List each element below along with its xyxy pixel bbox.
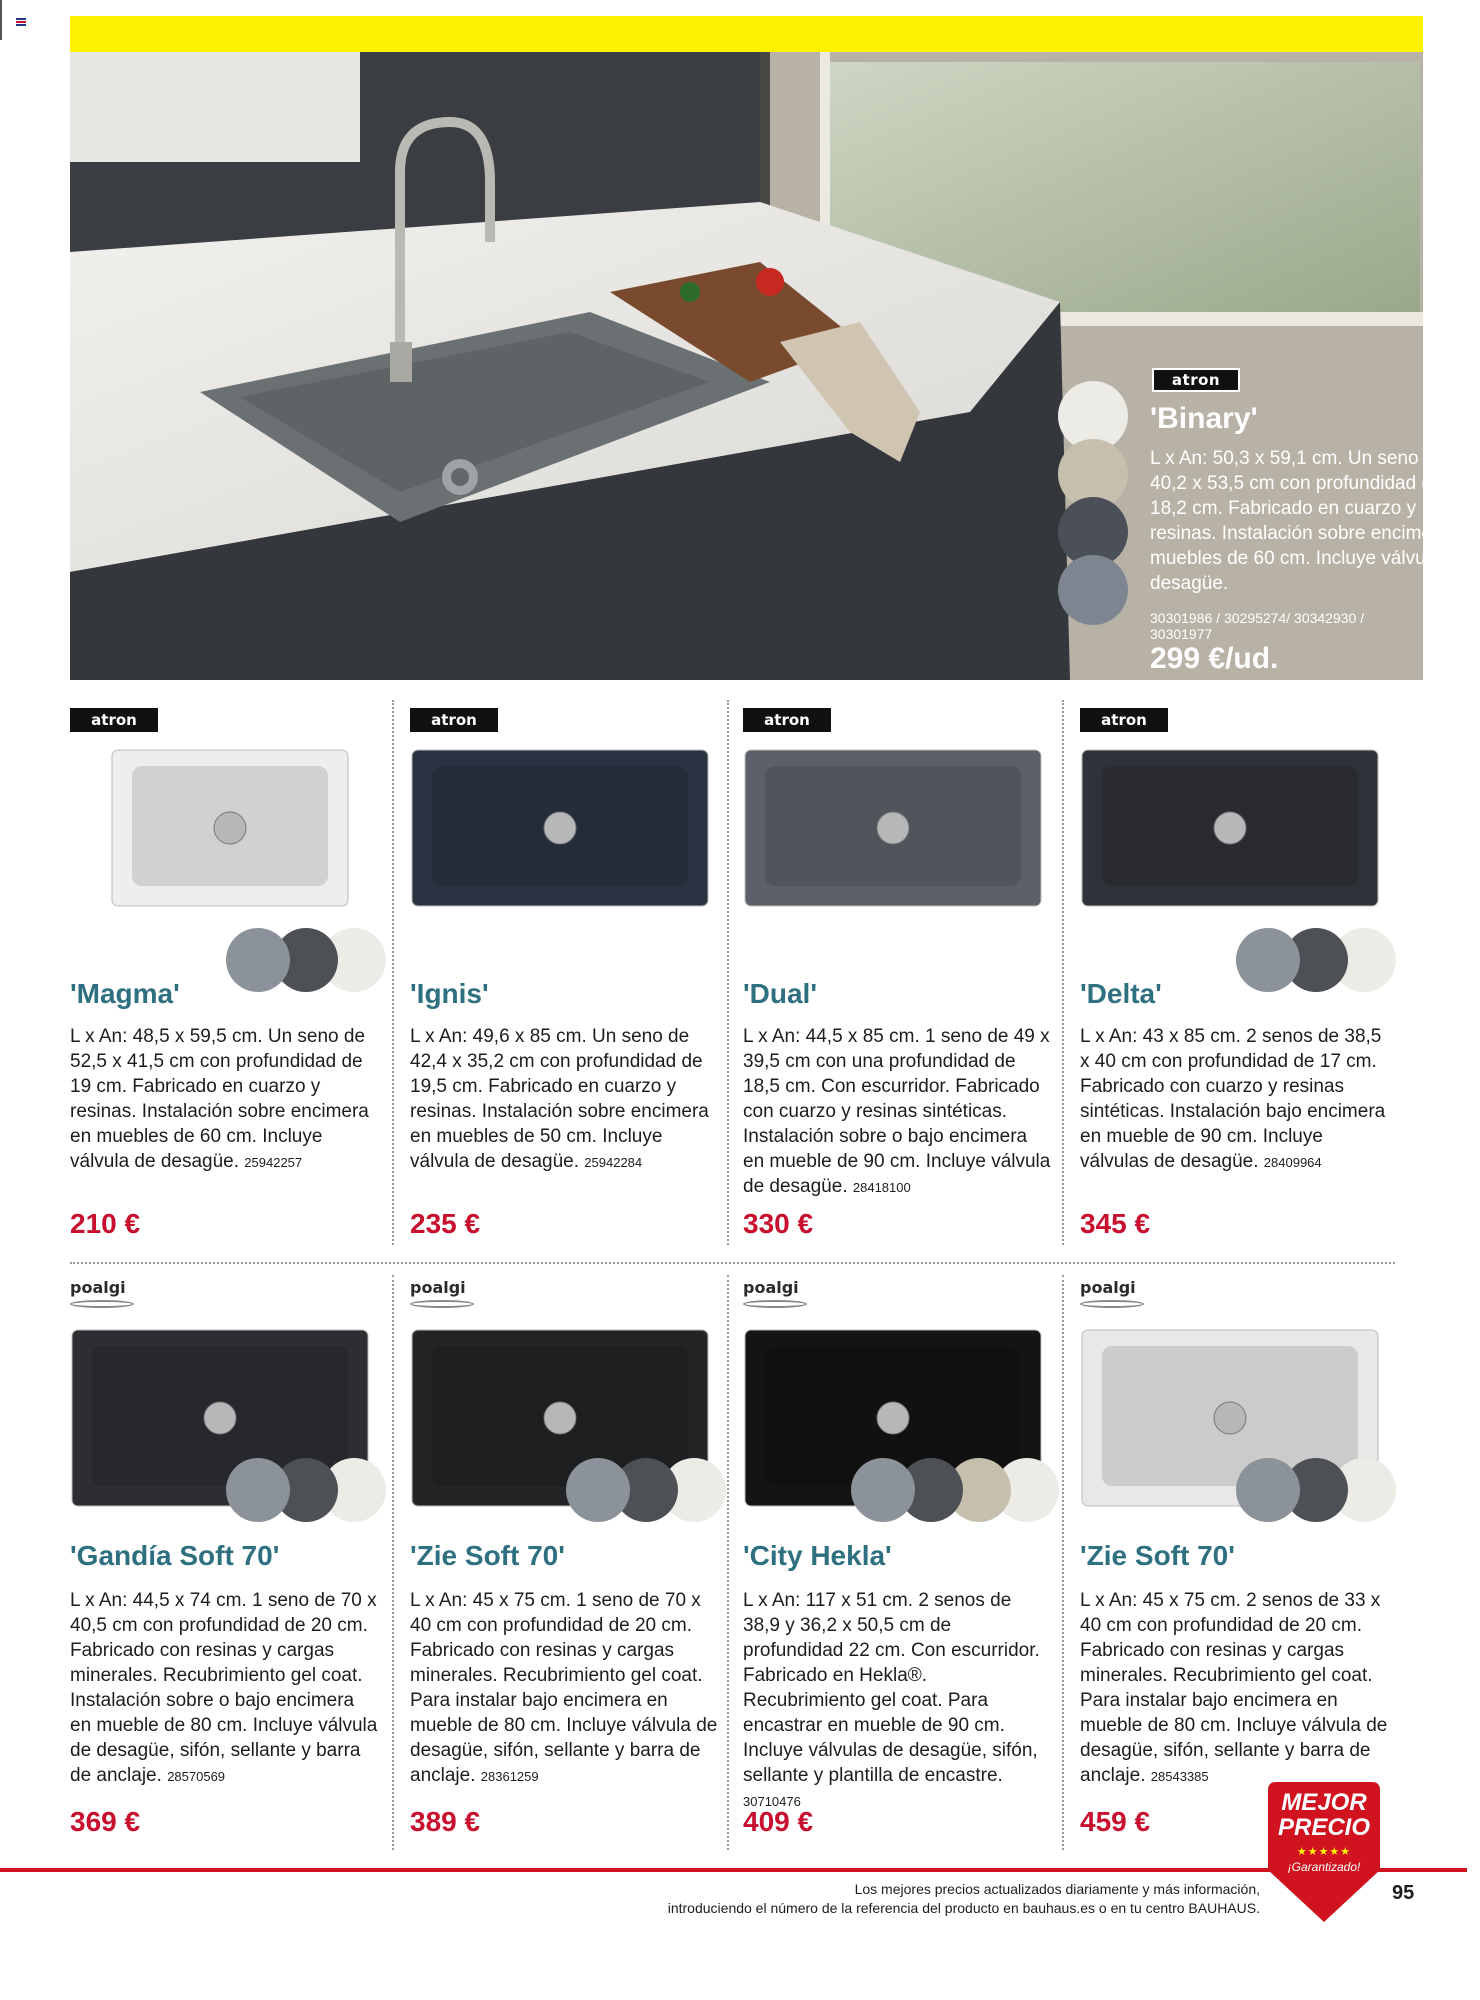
product-description-text: L x An: 45 x 75 cm. 1 seno de 70 x 40 cm con profundidad de 20 cm. Fabricado con resinas y cargas minerales. Recubrimiento gel coat. Para instalar bajo encimera en mueble de 80 cm. Incluye válvula de desagüe, sifón, sellante y barra de anclaje. [410,1590,718,1786]
column-divider [392,700,394,1245]
hero-product-title: 'Binary' [1150,402,1258,435]
page-number: 95 [1392,1882,1415,1904]
badge-line-1: MEJOR [1281,1789,1367,1816]
product-name: 'Dual' [743,978,817,1009]
hero-banner [70,16,1476,680]
product-reference: 25942257 [244,1155,303,1170]
column-divider [392,1275,394,1850]
product-card [70,1278,380,1858]
color-swatch [1236,1458,1300,1522]
color-swatch [1236,928,1300,992]
page-edge-mark [0,0,2,40]
atron-brand-logo: atron [743,708,831,732]
footer-note [540,1880,1260,1918]
flag-icon [16,18,26,26]
column-divider [727,1275,729,1850]
color-swatch [566,1458,630,1522]
poalgi-logo-mark [70,1300,134,1308]
product-reference: 28418100 [852,1180,911,1195]
footer-rule [0,1868,1467,1872]
poalgi-logo-mark [743,1300,807,1308]
poalgi-brand-logo: poalgi [743,1278,799,1297]
hero-product-description: L x An: 50,3 x 59,1 cm. Un seno de 40,2 x 53,5 cm con profundidad de 18,2 cm. Fabricado en cuarzo y resinas. Instalación sobre encimera en muebles de 60 cm. Incluye válvula de desagüe. [1150,448,1476,594]
product-name: 'City Hekla' [743,1540,892,1571]
hero-color-swatch [1058,555,1128,625]
product-price: 235 € [410,1208,481,1239]
product-reference: 30710476 [743,1794,801,1809]
badge-guarantee: ¡Garantizado! [1287,1860,1361,1874]
product-name: 'Delta' [1080,978,1162,1009]
atron-brand-logo: atron [70,708,158,732]
poalgi-brand-logo: poalgi [70,1278,126,1297]
product-description [410,1024,720,1175]
column-divider [1062,700,1064,1245]
sink-product-image [110,748,350,908]
product-description-text: L x An: 49,6 x 85 cm. Un seno de 42,4 x 35,2 cm con profundidad de 19,5 cm. Fabricado en cuarzo y resinas. Instalación sobre encimera en muebles de 50 cm. Incluye válvula de desagüe. [410,1026,709,1172]
product-card [1080,708,1390,1288]
product-price: 330 € [743,1208,814,1239]
color-swatch [226,928,290,992]
atron-brand-logo: atron [1152,368,1240,392]
product-reference: 28361259 [480,1769,539,1784]
product-description-text: L x An: 117 x 51 cm. 2 senos de 38,9 y 36,2 x 50,5 cm de profundidad 22 cm. Con escurridor. Fabricado en Hekla®. Recubrimiento gel coat. Para encastrar en mueble de 90 cm. Incluye válvulas de desagüe, sifón, sellante y plantilla de encastre. [743,1590,1040,1786]
hero-yellow-band [70,16,1423,52]
poalgi-logo-mark [410,1300,474,1308]
product-reference: 28543385 [1150,1769,1209,1784]
product-price: 459 € [1080,1806,1151,1837]
sink-product-image [1080,748,1380,908]
product-name: 'Gandía Soft 70' [70,1540,280,1571]
sink-product-image [743,748,1043,908]
atron-brand-logo: atron [1080,708,1168,732]
product-reference: 28409964 [1263,1155,1322,1170]
footer-note-line-1: Los mejores precios actualizados diariamente y más información, [854,1881,1260,1897]
product-description-text: L x An: 44,5 x 85 cm. 1 seno de 49 x 39,5 cm con una profundidad de 18,5 cm. Con escurridor. Fabricado con cuarzo y resinas sintéticas. Instalación sobre o bajo encimera en mueble de 90 cm. Incluye válvula de desagüe. [743,1026,1051,1197]
color-swatch [851,1458,915,1522]
product-name: 'Zie Soft 70' [410,1540,565,1571]
product-description-text: L x An: 45 x 75 cm. 2 senos de 33 x 40 cm con profundidad de 20 cm. Fabricado con resinas y cargas minerales. Recubrimiento gel coat. Para instalar bajo encimera en mueble de 80 cm. Incluye válvula de desagüe, sifón, sellante y barra de anclaje. [1080,1590,1388,1786]
poalgi-brand-logo: poalgi [410,1278,466,1297]
best-price-badge-text [1268,1790,1380,1840]
product-card [410,708,720,1288]
poalgi-brand-logo: poalgi [1080,1278,1136,1297]
product-reference: 28570569 [167,1769,226,1784]
product-reference: 25942284 [584,1155,643,1170]
product-card [410,1278,720,1858]
poalgi-logo-mark [1080,1300,1144,1308]
badge-stars: ★★★★★ [1296,1846,1352,1858]
product-name: 'Magma' [70,978,180,1009]
sink-product-image [410,748,710,908]
product-description-text: L x An: 43 x 85 cm. 2 senos de 38,5 x 40 cm con profundidad de 17 cm. Fabricado con cuarzo y resinas sintéticas. Instalación bajo encimera en mueble de 90 cm. Incluye válvulas de desagüe. [1080,1026,1386,1172]
product-description [70,1024,380,1175]
atron-brand-logo: atron [410,708,498,732]
product-card [743,1278,1053,1858]
product-price: 369 € [70,1806,141,1837]
product-name: 'Ignis' [410,978,489,1009]
product-description [70,1588,380,1789]
product-name: 'Zie Soft 70' [1080,1540,1235,1571]
column-divider [1062,1275,1064,1850]
badge-line-2: PRECIO [1277,1814,1370,1841]
product-price: 409 € [743,1806,814,1837]
product-card [1080,1278,1390,1858]
product-price: 210 € [70,1208,141,1239]
color-swatch [226,1458,290,1522]
product-description-text: L x An: 44,5 x 74 cm. 1 seno de 70 x 40,5 cm con profundidad de 20 cm. Fabricado con resinas y cargas minerales. Recubrimiento gel coat. Instalación sobre o bajo encimera en mueble de 80 cm. Incluye válvula de desagüe, sifón, sellante y barra de anclaje. [70,1590,378,1786]
product-price: 389 € [410,1806,481,1837]
product-description [743,1024,1053,1200]
product-card [743,708,1053,1288]
hero-product-references: 30301986 / 30295274/ 30342930 / 30301977 [1150,610,1365,642]
hero-product-price: 299 €/ud. [1150,642,1279,675]
product-card [70,708,380,1288]
column-divider [727,700,729,1245]
product-description-text: L x An: 48,5 x 59,5 cm. Un seno de 52,5 x 41,5 cm con profundidad de 19 cm. Fabricado en cuarzo y resinas. Instalación sobre encimera en muebles de 60 cm. Incluye válvula de desagüe. [70,1026,369,1172]
product-description [1080,1024,1390,1175]
footer-note-line-2: introduciendo el número de la referencia del producto en bauhaus.es o en tu centro BAUHAUS. [667,1900,1260,1916]
product-description [743,1588,1053,1814]
product-description [1080,1588,1390,1789]
product-price: 345 € [1080,1208,1151,1239]
product-description [410,1588,720,1789]
